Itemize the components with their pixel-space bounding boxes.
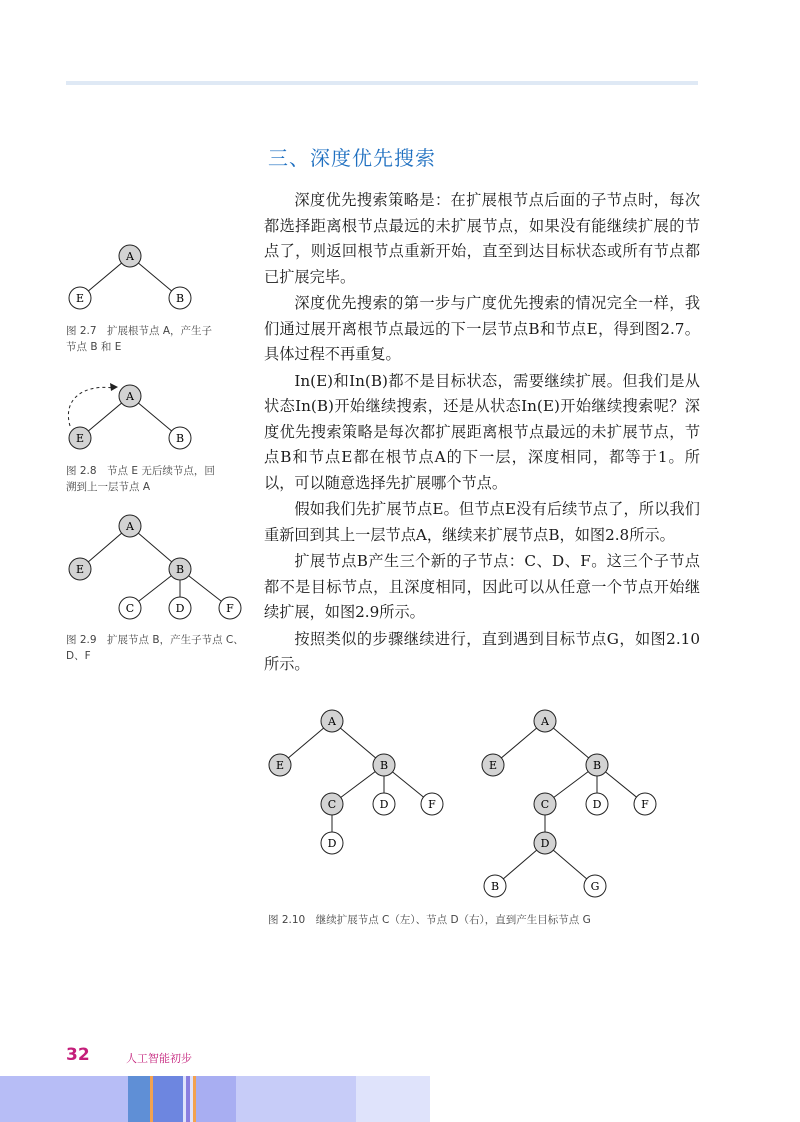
node-label: B — [592, 759, 602, 772]
node-label: B — [175, 292, 185, 305]
fig9-node-c — [119, 597, 141, 619]
node-label: D — [592, 798, 602, 811]
figure-2-9 — [60, 512, 250, 622]
fig10r-node-a — [534, 710, 556, 732]
figure-2-10-left — [262, 706, 462, 856]
fig10r-node-b — [586, 754, 608, 776]
decorative-color-band — [0, 1076, 430, 1122]
paragraph-2: 深度优先搜索的第一步与广度优先搜索的情况完全一样，我们通过展开离根节点最远的下一层节点B和节点E，得到图2.7。具体过程不再重复。 — [264, 294, 700, 363]
node-label: F — [641, 798, 649, 811]
paragraph-1: 深度优先搜索策略是：在扩展根节点后面的子节点时，每次都选择距离根节点最远的未扩展节点，如果没有能继续扩展的节点了，则返回根节点重新开始，直至到达目标状态或所有节点都已扩展完毕。 — [264, 191, 700, 286]
fig10l-node-c — [321, 793, 343, 815]
fig10r-node-d2 — [534, 832, 556, 854]
fig8-node-b — [169, 427, 191, 449]
fig10l-node-b — [373, 754, 395, 776]
figure-2-7-caption: 图 2.7 扩展根节点 A，产生子节点 B 和 E — [66, 325, 213, 353]
node-label: F — [428, 798, 436, 811]
fig9-node-b — [169, 558, 191, 580]
node-label: E — [75, 432, 85, 445]
fig10l-node-e — [269, 754, 291, 776]
node-label: D — [175, 602, 185, 615]
node-label: A — [126, 250, 134, 263]
fig9-node-a — [119, 515, 141, 537]
fig10l-node-d2 — [321, 832, 343, 854]
fig7-node-b — [169, 287, 191, 309]
book-title: 人工智能初步 — [126, 1052, 192, 1065]
node-label: B — [175, 563, 185, 576]
node-label: E — [488, 759, 498, 772]
node-label: C — [125, 602, 135, 615]
fig7-node-e — [69, 287, 91, 309]
fig10r-node-c — [534, 793, 556, 815]
paragraph-5: 扩展节点B产生三个新的子节点：C、D、F。这三个子节点都不是目标节点，且深度相同，因此可以从任意一个节点开始继续扩展，如图2.9所示。 — [264, 552, 700, 621]
fig10l-node-d — [373, 793, 395, 815]
arrow-head-icon — [110, 383, 118, 391]
body-text — [264, 188, 700, 679]
node-label: C — [540, 798, 550, 811]
fig8-node-e — [69, 427, 91, 449]
fig10r-node-d — [586, 793, 608, 815]
backtrack-arrow — [68, 387, 114, 426]
node-label: A — [126, 390, 134, 403]
fig9-node-d — [169, 597, 191, 619]
node-label: B — [490, 880, 500, 893]
paragraph-4: 假如我们先扩展节点E。但节点E没有后续节点了，所以我们重新回到其上一层节点A，继续来扩展节点B，如图2.8所示。 — [264, 500, 700, 544]
node-label: B — [379, 759, 389, 772]
node-label: E — [275, 759, 285, 772]
figure-2-9-caption: 图 2.9 扩展节点 B，产生子节点 C、D、F — [66, 634, 244, 662]
fig9-node-e — [69, 558, 91, 580]
section-title: 三、深度优先搜索 — [268, 146, 436, 170]
fig7-node-a — [119, 245, 141, 267]
fig10r-node-e — [482, 754, 504, 776]
fig10l-node-f — [421, 793, 443, 815]
node-label: E — [75, 292, 85, 305]
fig10r-node-b2 — [484, 875, 506, 897]
figure-2-10-caption: 图 2.10 继续扩展节点 C（左）、节点 D（右），直到产生目标节点 G — [268, 914, 591, 926]
node-label: D — [379, 798, 389, 811]
node-label: D — [540, 837, 550, 850]
figure-2-8 — [60, 378, 210, 458]
node-label: B — [175, 432, 185, 445]
fig8-node-a — [119, 385, 141, 407]
node-label: C — [327, 798, 337, 811]
node-label: A — [328, 715, 336, 728]
node-label: G — [590, 880, 600, 893]
node-label: D — [327, 837, 337, 850]
paragraph-3: In(E)和In(B)都不是目标状态，需要继续扩展。但我们是从状态In(B)开始继续搜索，还是从状态In(E)开始继续搜索呢？深度优先搜索策略是每次都扩展距离根节点最远的未扩展节点，节点B和节点E都在根节点A的下一层，深度相同，都等于1。所以，可以随意选择先扩展哪个节点。 — [264, 371, 700, 492]
node-label: E — [75, 563, 85, 576]
fig9-node-f — [219, 597, 241, 619]
page-number: 32 — [66, 1045, 90, 1065]
figure-2-8-caption: 图 2.8 节点 E 无后续节点，回溯到上一层节点 A — [66, 465, 215, 493]
fig10r-node-f — [634, 793, 656, 815]
paragraph-6: 按照类似的步骤继续进行，直到遇到目标节点G，如图2.10所示。 — [264, 629, 700, 673]
node-label: A — [541, 715, 549, 728]
header-rule — [66, 81, 698, 85]
figure-2-10-right — [475, 706, 675, 902]
fig10l-node-a — [321, 710, 343, 732]
fig10r-node-g — [584, 875, 606, 897]
figure-2-7 — [60, 238, 210, 318]
node-label: A — [126, 520, 134, 533]
node-label: F — [226, 602, 234, 615]
